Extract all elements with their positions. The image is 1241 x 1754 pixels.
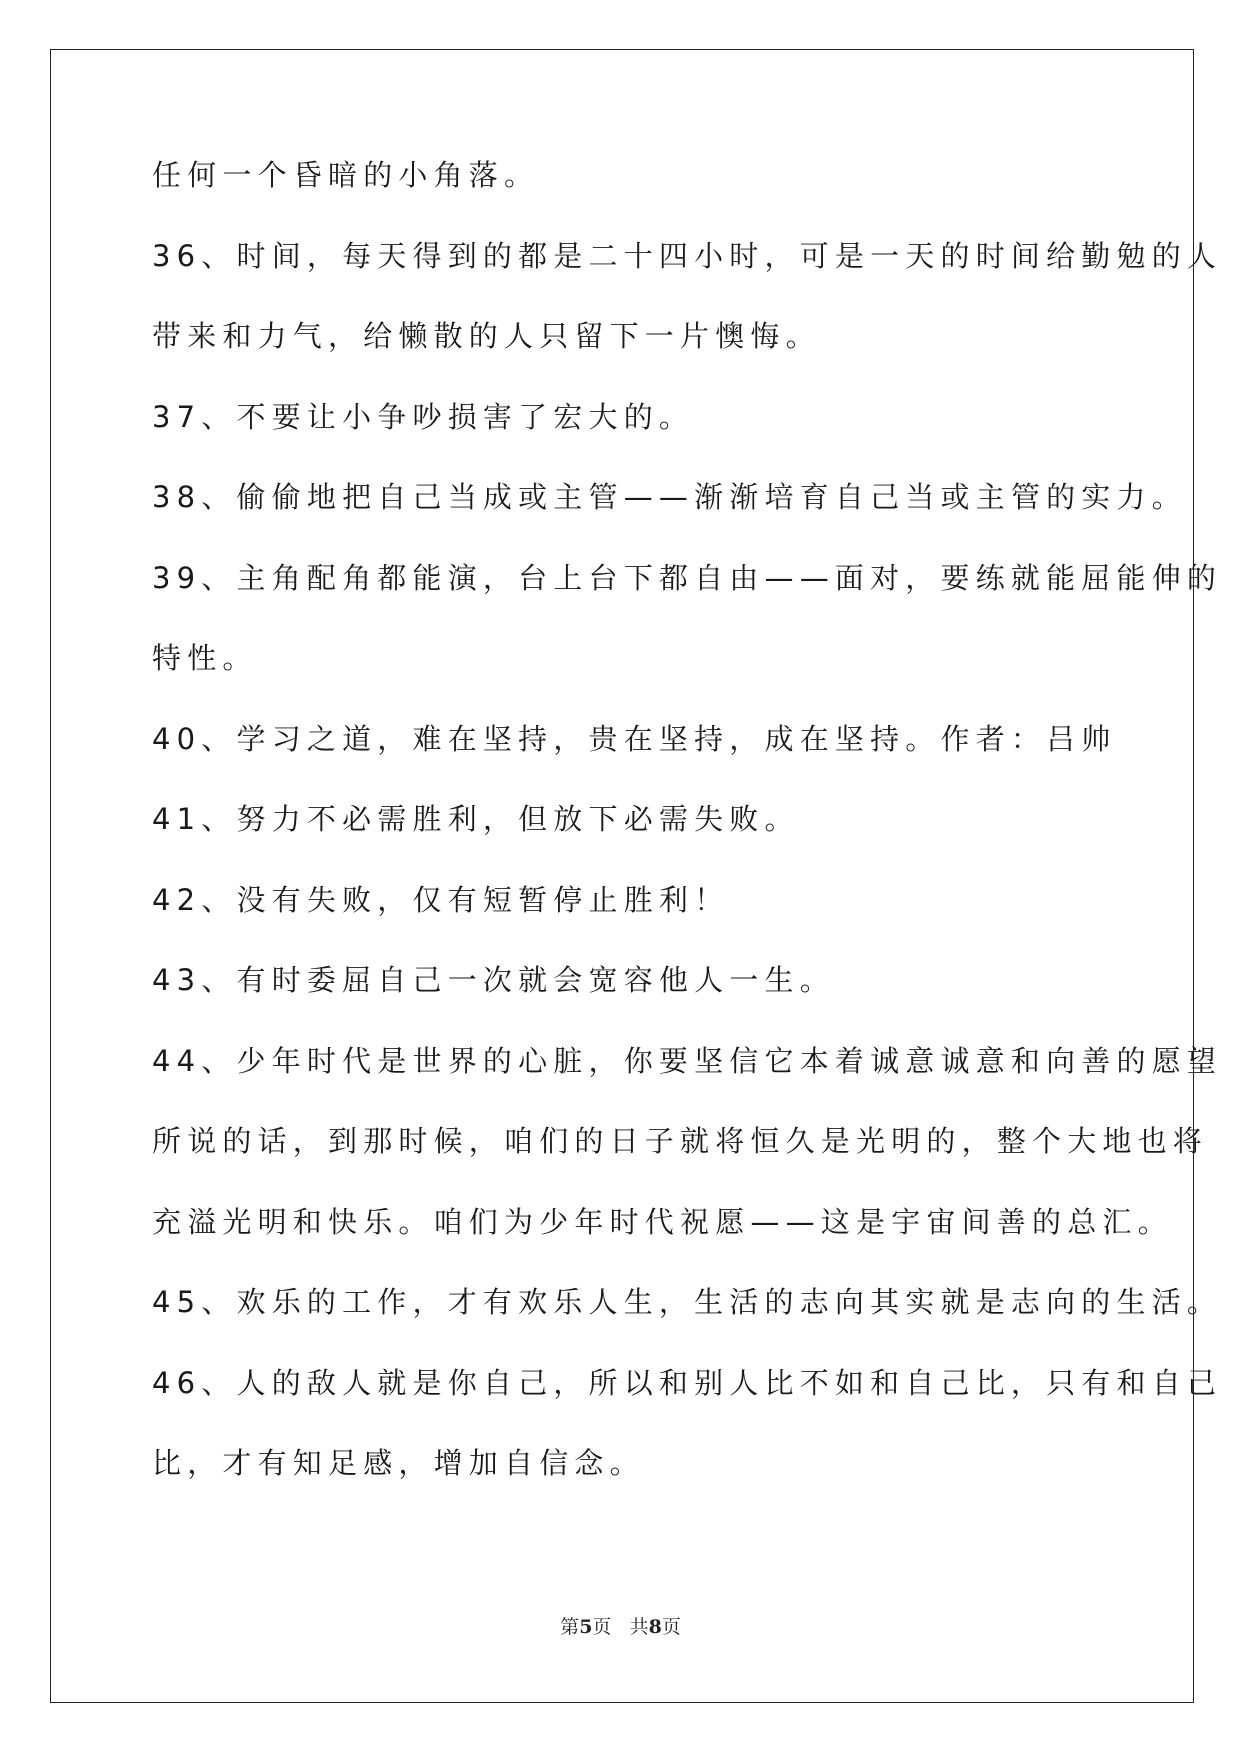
text-line: 37、不要让小争吵损害了宏大的。 [152, 399, 695, 434]
text-line: 所说的话，到那时候，咱们的日子就将恒久是光明的，整个大地也将 [152, 1124, 1209, 1158]
text-line: 46、人的敌人就是你自己，所以和别人比不如和自己比，只有和自己 [152, 1365, 1223, 1400]
text-line: 比，才有知足感，增加自信念。 [152, 1446, 645, 1480]
text-line: 39、主角配角都能演，台上台下都自由——面对，要练就能屈能伸的 [152, 560, 1223, 595]
current-page-number: 5 [579, 1616, 593, 1638]
text-line: 带来和力气，给懒散的人只留下一片懊悔。 [152, 319, 821, 353]
total-suffix: 页 [661, 1616, 681, 1638]
text-line: 43、有时委屈自己一次就会宽容他人一生。 [152, 963, 835, 997]
text-line: 38、偷偷地把自己当成或主管——渐渐培育自己当或主管的实力。 [152, 480, 1187, 514]
text-line: 42、没有失败，仅有短暂停止胜利！ [152, 882, 730, 917]
text-line: 特性。 [152, 641, 258, 675]
page-suffix: 页 [592, 1616, 612, 1638]
page-prefix: 第 [560, 1616, 580, 1638]
text-line: 充溢光明和快乐。咱们为少年时代祝愿——这是宇宙间善的总汇。 [152, 1204, 1173, 1239]
text-line: 36、时间，每天得到的都是二十四小时，可是一天的时间给勤勉的人 [152, 238, 1223, 273]
text-line: 40、学习之道，难在坚持，贵在坚持，成在坚持。作者：吕帅 [152, 721, 1117, 756]
page-footer [0, 1612, 1241, 1639]
total-prefix: 共 [629, 1616, 649, 1638]
total-pages-number: 8 [648, 1616, 662, 1638]
document-body [152, 157, 1223, 1526]
text-line: 41、努力不必需胜利，但放下必需失败。 [152, 802, 800, 836]
text-line: 45、欢乐的工作，才有欢乐人生，生活的志向其实就是志向的生活。 [152, 1285, 1223, 1319]
text-line: 44、少年时代是世界的心脏，你要坚信它本着诚意诚意和向善的愿望 [152, 1043, 1223, 1078]
text-line: 任何一个昏暗的小角落。 [152, 158, 540, 192]
